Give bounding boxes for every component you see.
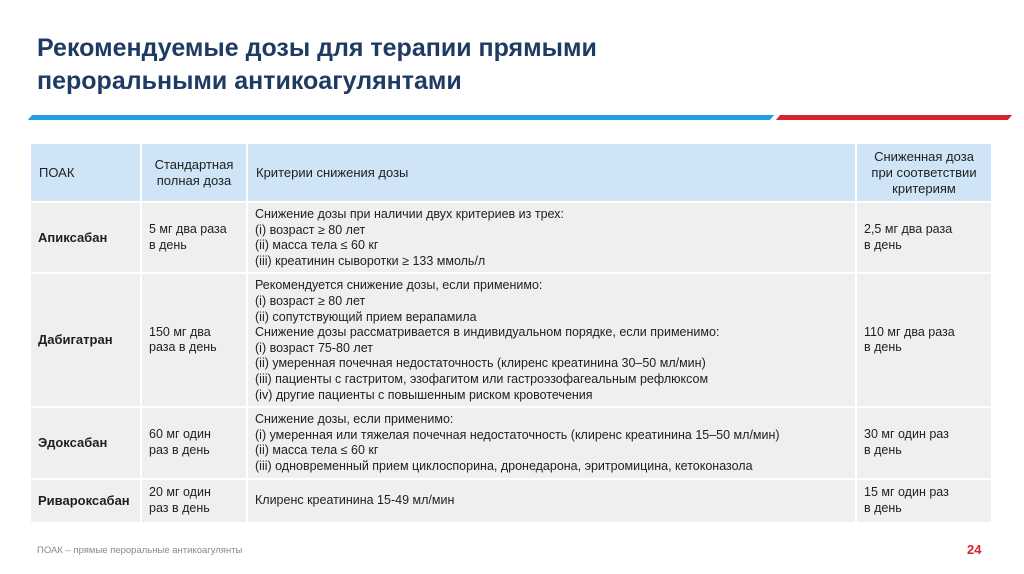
page-number: 24 xyxy=(967,542,982,557)
drug-name: Ривароксабан xyxy=(31,480,140,522)
slide-title-line-1: Рекомендуемые дозы для терапии прямыми xyxy=(37,34,597,62)
header-drug: ПОАК xyxy=(31,144,140,201)
reduction-criteria: Снижение дозы при наличии двух критериев из трех: (i) возраст ≥ 80 лет (ii) масса тела ≤ 60 кг (iii) креатинин сыворотки ≥ 133 ммоль/л xyxy=(248,203,855,272)
reduced-dose: 2,5 мг два раза в день xyxy=(857,203,991,272)
reduction-criteria: Снижение дозы, если применимо: (i) умеренная или тяжелая почечная недостаточность (клиренс креатинина 15–50 мл/мин) (ii) масса тела ≤ 60 кг (iii) одновременный прием циклоспорина, дронедарона, эритромицина, кетоконазола xyxy=(248,408,855,477)
drug-name: Апиксабан xyxy=(31,203,140,272)
drug-name: Эдоксабан xyxy=(31,408,140,477)
reduction-criteria: Рекомендуется снижение дозы, если применимо: (i) возраст ≥ 80 лет (ii) сопутствующий прием верапамила Снижение дозы рассматривается в индивидуальном порядке, если применимо: (i) возраст 75-80 лет (ii) умеренная почечная недостаточность (клиренс креатинина 30–50 мл/мин) (iii) пациенты с гастритом, эзофагитом или гастроэзофагеальным рефлюксом (iv) другие пациенты с повышенным риском кровотечения xyxy=(248,274,855,406)
reduced-dose: 15 мг один раз в день xyxy=(857,480,991,522)
accent-stripe-blue xyxy=(28,115,774,120)
header-criteria: Критерии снижения дозы xyxy=(248,144,855,201)
table-row xyxy=(31,203,991,272)
doses-table xyxy=(29,142,993,524)
table-row xyxy=(31,274,991,406)
reduction-criteria: Клиренс креатинина 15-49 мл/мин xyxy=(248,480,855,522)
standard-dose: 5 мг два раза в день xyxy=(142,203,246,272)
table-header-row xyxy=(31,144,991,201)
standard-dose: 60 мг один раз в день xyxy=(142,408,246,477)
drug-name: Дабигатран xyxy=(31,274,140,406)
footer-note: ПОАК – прямые пероральные антикоагулянты xyxy=(37,545,243,556)
table-row xyxy=(31,480,991,522)
reduced-dose: 110 мг два раза в день xyxy=(857,274,991,406)
accent-stripe-red xyxy=(776,115,1012,120)
header-reduced-dose: Сниженная доза при соответствии критериям xyxy=(857,144,991,201)
standard-dose: 20 мг один раз в день xyxy=(142,480,246,522)
header-standard-dose: Стандартная полная доза xyxy=(142,144,246,201)
slide-title xyxy=(37,32,797,98)
slide-title-line-2: пероральными антикоагулянтами xyxy=(37,67,462,95)
table-row xyxy=(31,408,991,477)
standard-dose: 150 мг два раза в день xyxy=(142,274,246,406)
reduced-dose: 30 мг один раз в день xyxy=(857,408,991,477)
